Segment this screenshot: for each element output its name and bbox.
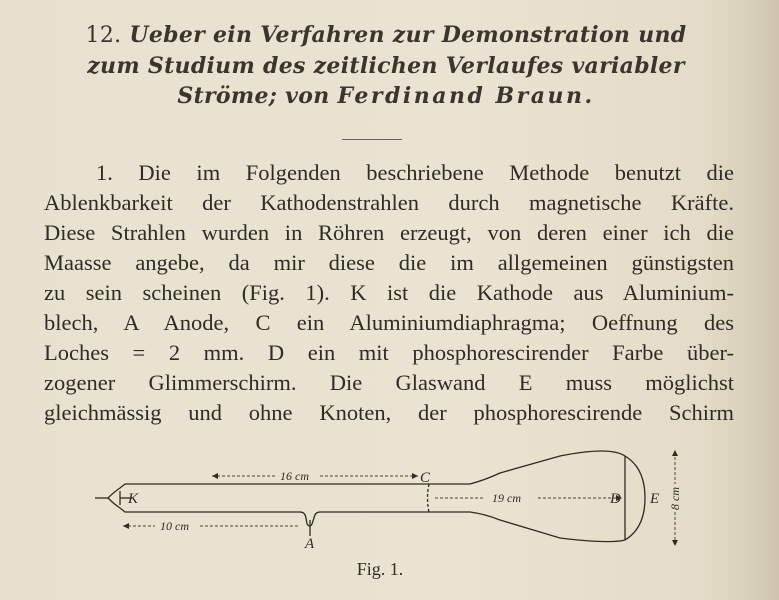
tube-diagram [90,448,720,568]
figure-1-cathode-ray-tube [90,448,720,568]
author-name: Ferdinand Braun. [337,83,595,109]
title-line-2: zum Studium des zeitlichen Verlaufes variabler [87,53,685,79]
dim-19cm: 19 cm [492,491,521,505]
title-line-1 [40,20,732,51]
body-line: zogener Glimmerschirm. Die Glaswand E muss möglichst [44,370,734,395]
dim-10cm: 10 cm [160,519,189,533]
body-line: blech, A Anode, C ein Aluminiumdiaphragma; Oeffnung des [44,310,734,335]
figure-caption: Fig. 1. [356,559,404,579]
title-line-3 [40,81,732,111]
body-line: Loches = 2 mm. D ein mit phosphorescirender Farbe über- [44,340,734,365]
article-title [40,20,732,111]
dim-8cm: 8 cm [668,487,682,510]
body-line: Diese Strahlen wurden in Röhren erzeugt, von deren einer ich die [44,220,734,245]
label-c: C [420,470,431,486]
body-line: Ablenkbarkeit der Kathodenstrahlen durch magnetische Kräfte. [44,190,734,215]
body-line: gleichmässig und ohne Knoten, der phosphorescirende Schirm [44,400,734,425]
body-line: 1. Die im Folgenden beschriebene Methode benutzt die [96,160,734,185]
label-k: K [128,491,139,507]
label-d: D [610,491,621,507]
article-number: 12. [85,23,122,48]
label-e: E [650,491,660,507]
section-divider [342,139,402,140]
body-line: Maasse angebe, da mir diese die im allgemeinen günstigsten [44,250,734,275]
title-text-1: Ueber ein Verfahren zur Demonstration und [129,22,687,48]
title-text-3: Ströme; von [177,83,338,109]
body-text [44,158,734,428]
body-line: zu sein scheinen (Fig. 1). K ist die Kathode aus Aluminium- [44,280,734,305]
dim-16cm: 16 cm [280,469,309,483]
label-a: A [305,536,315,552]
